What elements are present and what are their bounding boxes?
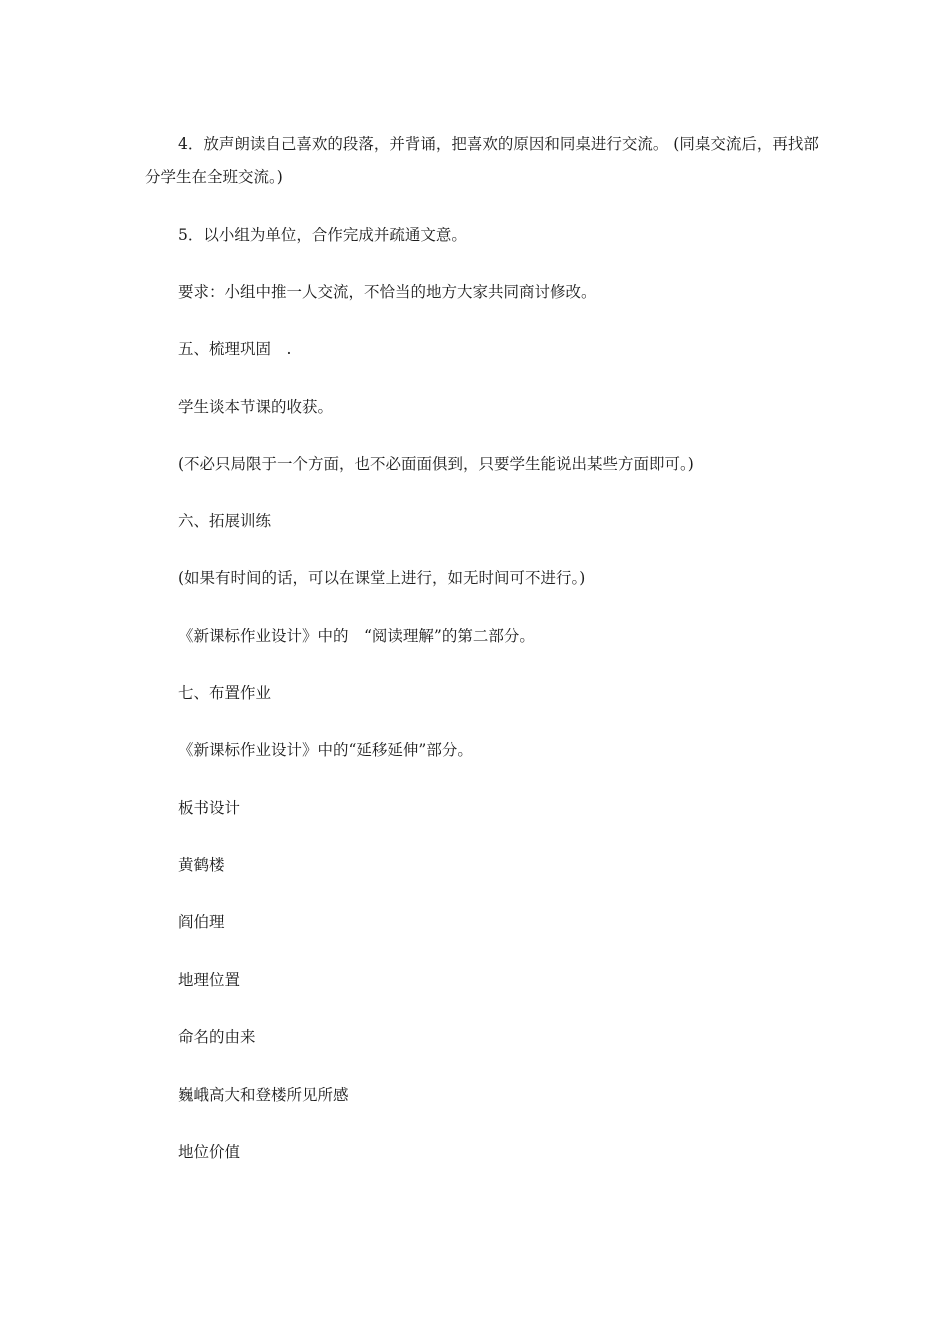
paragraph-extension-task: 《新课标作业设计》中的 “阅读理解”的第二部分。 <box>178 627 535 645</box>
board-item-title: 黄鹤楼 <box>178 856 225 874</box>
paragraph-harvest: 学生谈本节课的收获。 <box>178 398 334 416</box>
board-item-value: 地位价值 <box>178 1143 241 1161</box>
board-item-location: 地理位置 <box>178 971 241 989</box>
paragraph-extension-note: (如果有时间的话，可以在课堂上进行，如无时间可不进行。) <box>178 569 586 587</box>
paragraph-group-work: 5．以小组为单位，合作完成并疏通文意。 <box>178 226 467 244</box>
section-heading-board-design: 板书设计 <box>178 799 241 817</box>
paragraph-requirement: 要求：小组中推一人交流，不恰当的地方大家共同商讨修改。 <box>178 283 597 301</box>
paragraph-harvest-note: (不必只局限于一个方面，也不必面面俱到，只要学生能说出某些方面即可。) <box>178 455 694 473</box>
section-heading-homework: 七、布置作业 <box>178 684 272 702</box>
section-heading-review: 五、梳理巩固 . <box>178 340 292 358</box>
board-item-name-origin: 命名的由来 <box>178 1028 256 1046</box>
paragraph-read-aloud: 4．放声朗读自己喜欢的段落，并背诵，把喜欢的原因和同桌进行交流。 (同桌交流后，再找部分学生在全班交流。) <box>145 135 819 186</box>
board-item-view: 巍峨高大和登楼所见所感 <box>178 1086 349 1104</box>
board-item-author: 阎伯理 <box>178 913 225 931</box>
paragraph-homework-task: 《新课标作业设计》中的“延移延伸”部分。 <box>178 741 473 759</box>
section-heading-extension: 六、拓展训练 <box>178 512 272 530</box>
